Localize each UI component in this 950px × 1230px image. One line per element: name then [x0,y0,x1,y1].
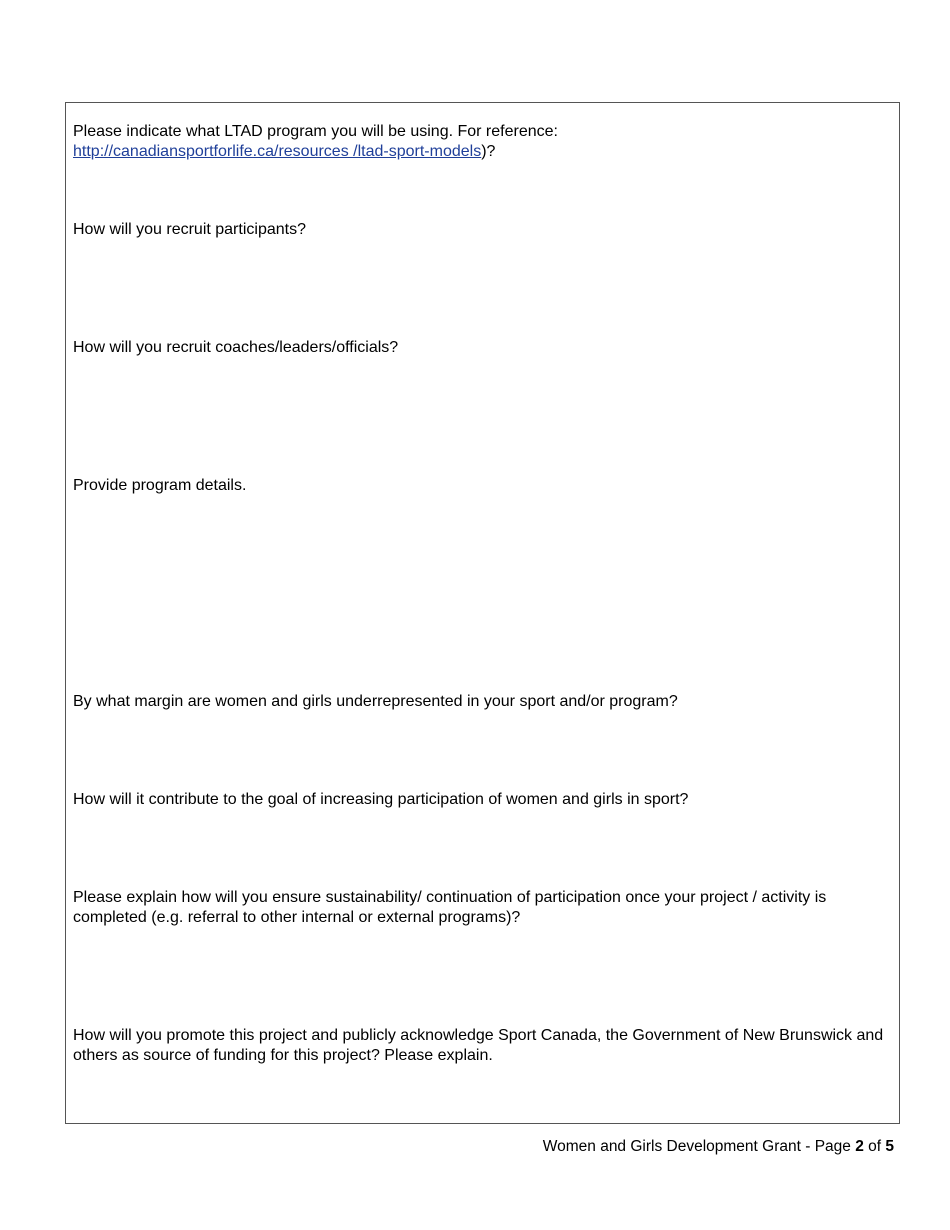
question-ltad-suffix: )? [481,142,496,160]
question-ltad-program [73,122,895,161]
question-sustainability: Please explain how will you ensure sustainability/ continuation of participation once your project / activity is completed (e.g. referral to other internal or external programs)? [73,889,827,926]
question-underrepresented: By what margin are women and girls underrepresented in your sport and/or program? [73,693,678,710]
question-program-details: Provide program details. [73,477,247,494]
footer-current-page: 2 [855,1138,864,1155]
form-section-box [65,102,900,1124]
question-contribution: How will it contribute to the goal of increasing participation of women and girls in sport? [73,791,689,808]
question-ltad-text: Please indicate what LTAD program you will be using. For reference: [73,123,558,140]
page-footer [543,1137,894,1157]
footer-of: of [863,1138,886,1155]
question-promotion: How will you promote this project and publicly acknowledge Sport Canada, the Government of New Brunswick and others as source of funding for this project? Please explain. [73,1027,884,1064]
footer-total-pages: 5 [885,1138,894,1155]
ltad-reference-link[interactable]: http://canadiansportforlife.ca/resources /ltad-sport-models [73,142,482,160]
question-recruit-coaches: How will you recruit coaches/leaders/officials? [73,339,399,356]
footer-label: Women and Girls Development Grant - Page [542,1138,856,1155]
question-recruit-participants: How will you recruit participants? [73,221,306,238]
